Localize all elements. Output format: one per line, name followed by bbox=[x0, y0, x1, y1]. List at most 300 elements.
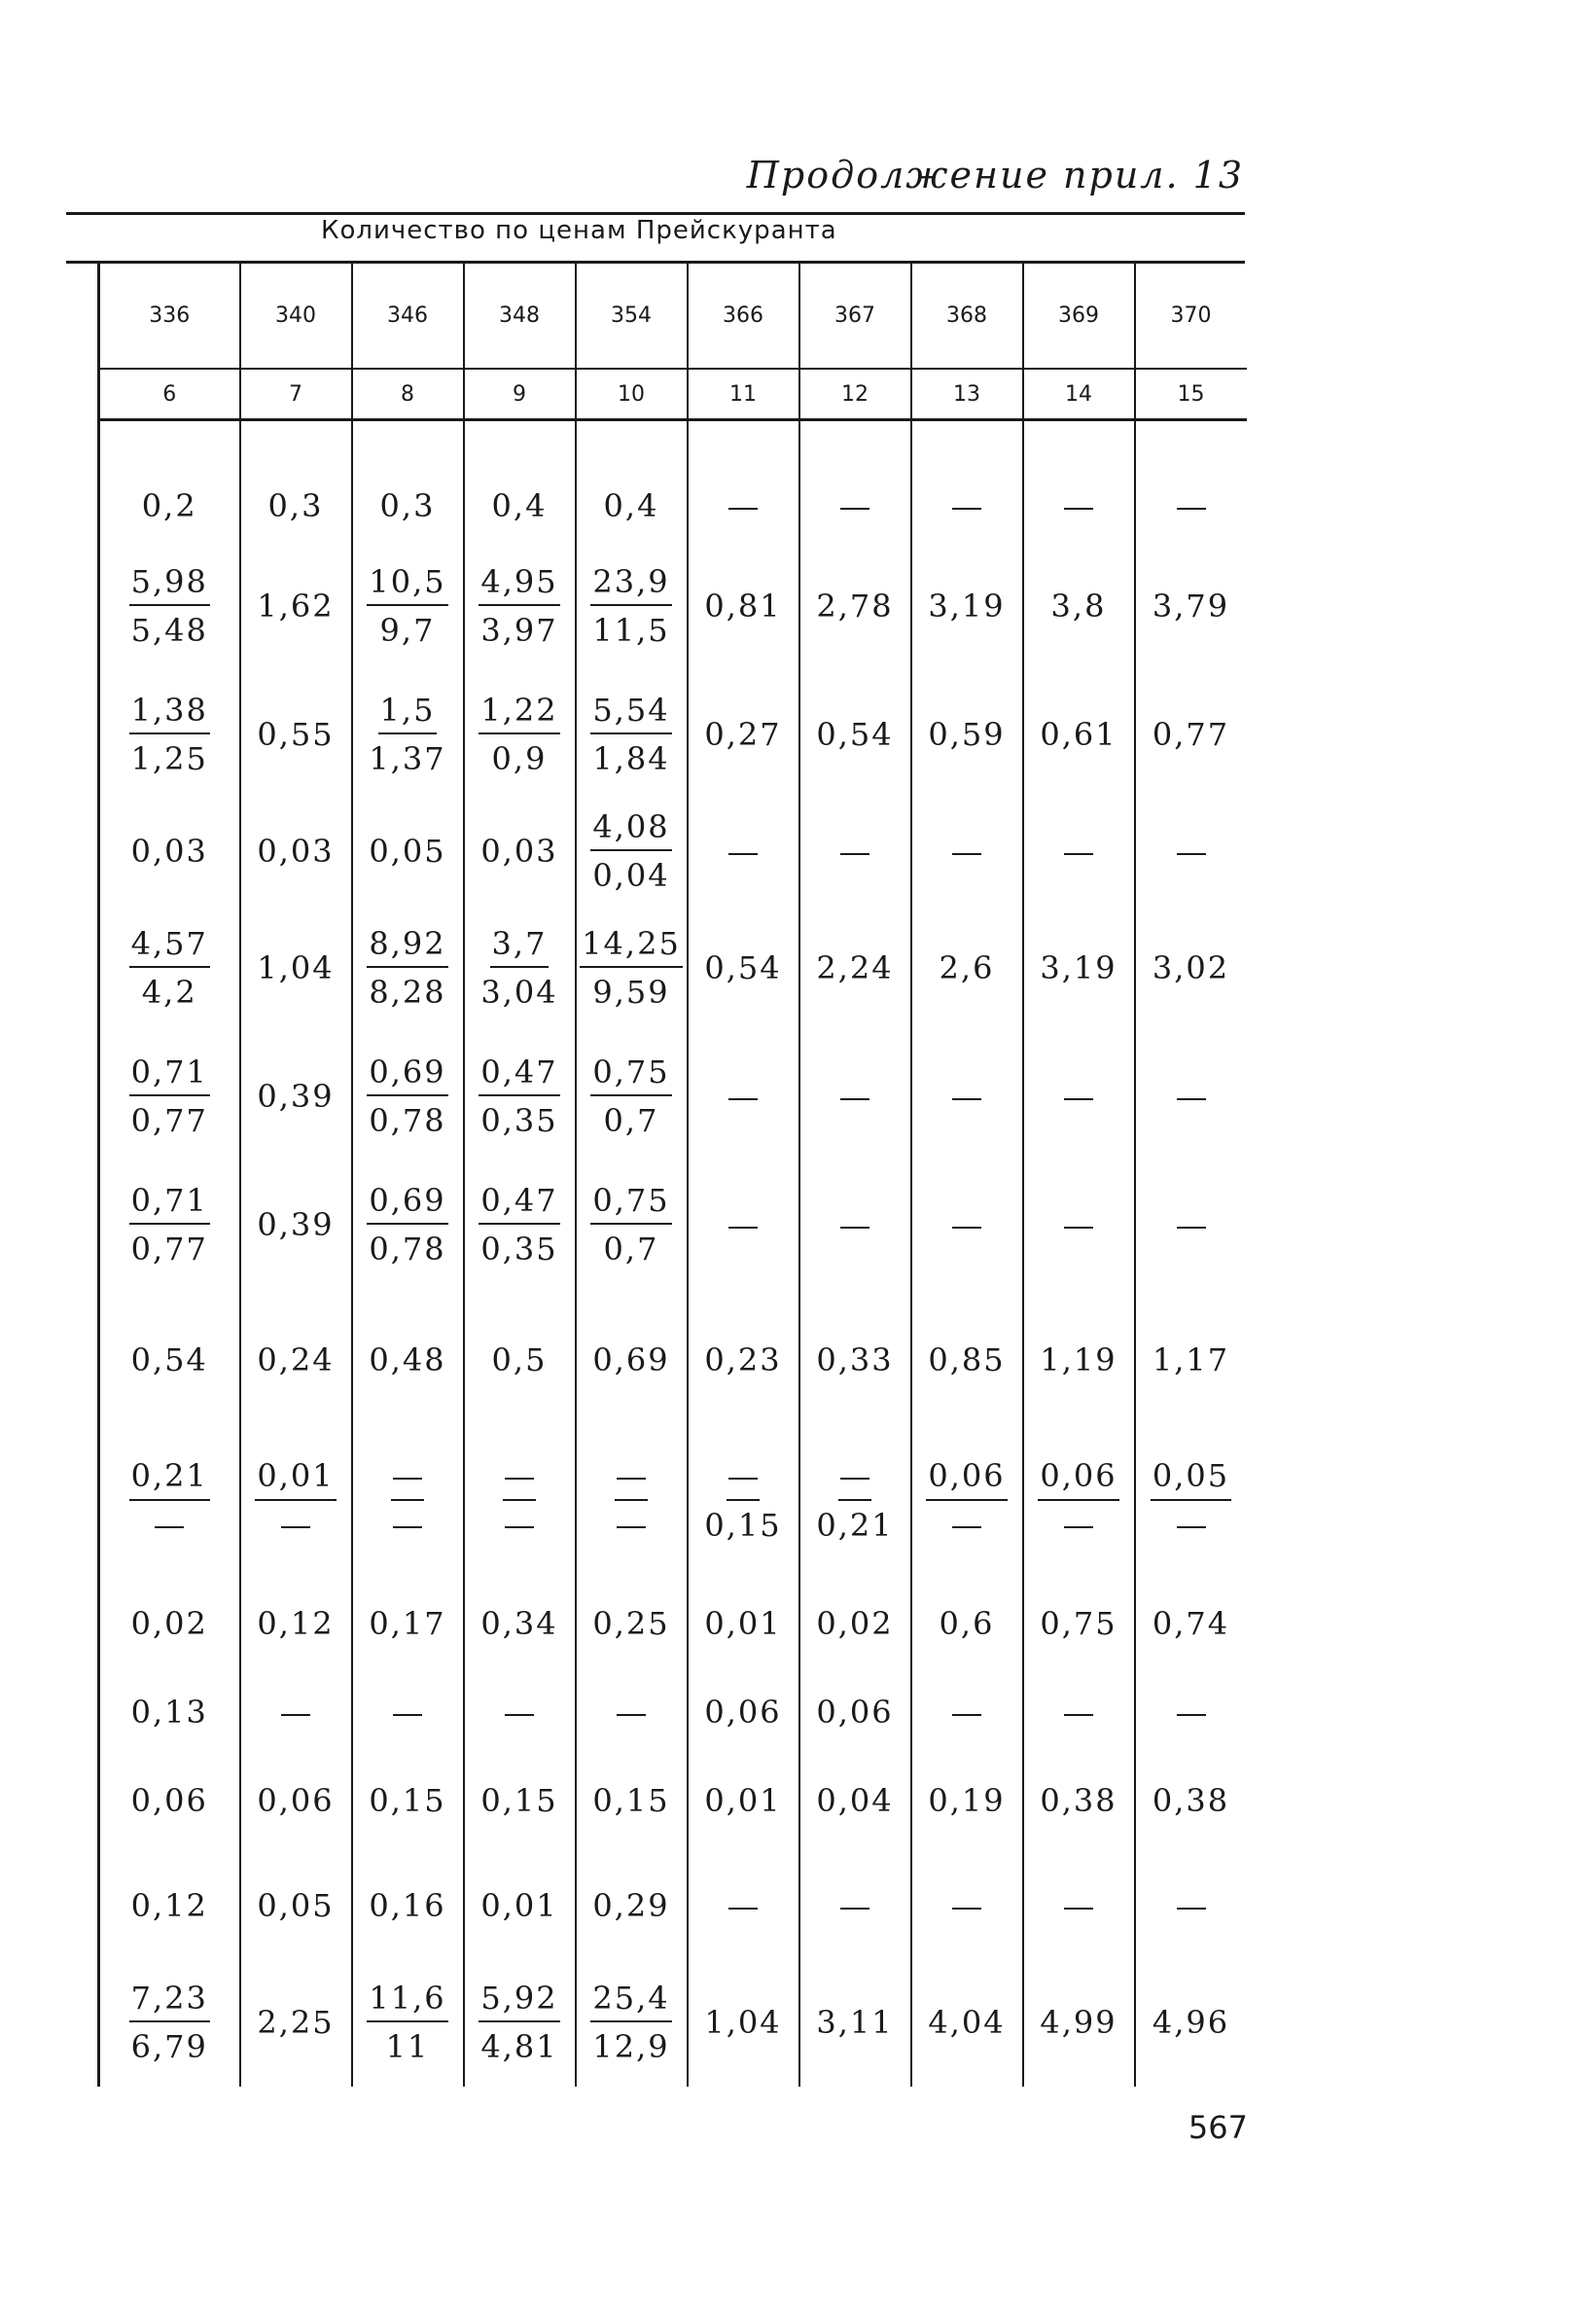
dash-mark bbox=[1064, 1227, 1093, 1229]
fraction-denominator: 4,81 bbox=[480, 2028, 558, 2065]
table-cell bbox=[911, 1571, 1023, 1676]
cell-value: 0,59 bbox=[928, 716, 1006, 753]
cell-value: 0,01 bbox=[704, 1605, 782, 1642]
dash-mark bbox=[840, 508, 869, 510]
cell-value: 0,27 bbox=[704, 716, 782, 753]
fraction-numerator: 7,23 bbox=[129, 1980, 210, 2022]
price-number: 366 bbox=[723, 303, 763, 328]
table-cell bbox=[99, 1430, 240, 1571]
cell-value: 0,12 bbox=[257, 1605, 335, 1642]
table-cell bbox=[576, 1032, 688, 1161]
dash-mark bbox=[1064, 1714, 1093, 1716]
table-cell bbox=[1135, 1748, 1247, 1853]
fraction-value bbox=[369, 692, 445, 778]
table-row bbox=[99, 904, 1247, 1032]
cell-value bbox=[281, 1694, 310, 1731]
fraction-numerator: 0,47 bbox=[479, 1182, 559, 1225]
table-cell bbox=[352, 799, 464, 904]
table-row bbox=[99, 1958, 1247, 2087]
table-cell bbox=[1135, 1958, 1247, 2087]
table-cell bbox=[464, 799, 576, 904]
cell-value: 0,74 bbox=[1152, 1605, 1230, 1642]
cell-value bbox=[1064, 1887, 1093, 1924]
cell-value: 2,6 bbox=[939, 949, 995, 986]
cell-value bbox=[393, 1694, 422, 1731]
table-cell bbox=[352, 1676, 464, 1748]
price-number: 348 bbox=[499, 303, 540, 328]
fraction-denominator bbox=[393, 1501, 422, 1544]
fraction-numerator: 4,95 bbox=[479, 563, 559, 606]
table-cell bbox=[1135, 1853, 1247, 1958]
fraction-value bbox=[129, 563, 210, 650]
table-cell bbox=[576, 1430, 688, 1571]
fraction-value bbox=[129, 925, 210, 1012]
table-cell bbox=[240, 1748, 352, 1853]
table-cell bbox=[1023, 1853, 1135, 1958]
table-cell bbox=[240, 670, 352, 799]
column-number: 11 bbox=[688, 369, 799, 420]
table-cell bbox=[576, 470, 688, 542]
fraction-value bbox=[367, 563, 447, 650]
table-cell bbox=[240, 1430, 352, 1571]
fraction-value bbox=[129, 1182, 210, 1268]
table-cell bbox=[99, 1571, 240, 1676]
table-cell bbox=[576, 1958, 688, 2087]
dash-mark bbox=[728, 1908, 758, 1910]
fraction-denominator bbox=[1177, 1501, 1206, 1544]
table-cell bbox=[576, 670, 688, 799]
table-cell bbox=[464, 1958, 576, 2087]
cell-value bbox=[1064, 487, 1093, 524]
cell-value: 0,61 bbox=[1040, 716, 1117, 753]
dash-mark bbox=[728, 1227, 758, 1229]
cell-value: 0,17 bbox=[369, 1605, 446, 1642]
table-cell bbox=[688, 470, 799, 542]
table-cell bbox=[1135, 904, 1247, 1032]
fraction-numerator: 1,38 bbox=[129, 692, 210, 734]
fraction-value bbox=[704, 1457, 781, 1544]
cell-value: 1,04 bbox=[704, 2004, 782, 2041]
cell-value bbox=[840, 1078, 869, 1115]
table-row bbox=[99, 1748, 1247, 1853]
table-cell bbox=[1023, 1161, 1135, 1289]
table-cell bbox=[799, 1032, 911, 1161]
fraction-value bbox=[129, 1054, 210, 1140]
cell-value: 0,06 bbox=[130, 1782, 208, 1819]
fraction-numerator: 1,5 bbox=[378, 692, 438, 734]
table-cell bbox=[1135, 1032, 1247, 1161]
price-number: 346 bbox=[387, 303, 428, 328]
dash-mark bbox=[728, 1098, 758, 1100]
cell-value bbox=[840, 1206, 869, 1243]
fraction-denominator: 3,04 bbox=[480, 974, 558, 1011]
table-cell bbox=[352, 1958, 464, 2087]
price-number: 354 bbox=[611, 303, 652, 328]
cell-value: 0,06 bbox=[257, 1782, 335, 1819]
fraction-denominator: 4,2 bbox=[141, 974, 197, 1011]
cell-value: 0,02 bbox=[816, 1605, 894, 1642]
fraction-numerator: 11,6 bbox=[367, 1980, 447, 2022]
cell-value: 0,15 bbox=[480, 1782, 558, 1819]
fraction-numerator: 0,71 bbox=[129, 1182, 210, 1225]
fraction-denominator: 9,59 bbox=[592, 974, 670, 1011]
table-cell bbox=[911, 1430, 1023, 1571]
table-cell bbox=[1023, 1571, 1135, 1676]
fraction-denominator: 8,28 bbox=[369, 974, 446, 1011]
fraction-denominator: 0,21 bbox=[816, 1506, 894, 1544]
table-cell bbox=[1023, 799, 1135, 904]
table-cell bbox=[240, 1853, 352, 1958]
dash-mark bbox=[1064, 1098, 1093, 1100]
fraction-denominator: 0,04 bbox=[592, 857, 670, 894]
spacer-cell bbox=[240, 420, 352, 471]
table-cell bbox=[688, 1748, 799, 1853]
table-cell bbox=[688, 542, 799, 670]
table-cell bbox=[911, 470, 1023, 542]
fraction-value bbox=[479, 563, 559, 650]
table-cell bbox=[799, 1676, 911, 1748]
fraction-numerator: 8,92 bbox=[367, 925, 447, 968]
fraction-value bbox=[580, 925, 683, 1012]
fraction-numerator: 5,98 bbox=[129, 563, 210, 606]
cell-value: 0,2 bbox=[141, 487, 197, 524]
table-cell bbox=[576, 904, 688, 1032]
table-cell bbox=[1023, 1748, 1135, 1853]
dash-mark bbox=[505, 1478, 534, 1480]
fraction-numerator: 0,69 bbox=[367, 1054, 447, 1096]
spacer-cell bbox=[464, 420, 576, 471]
table-cell bbox=[688, 670, 799, 799]
dash-mark bbox=[281, 1714, 310, 1716]
fraction-value bbox=[590, 1182, 671, 1268]
cell-value: 0,06 bbox=[704, 1694, 782, 1731]
cell-value: 0,5 bbox=[491, 1340, 548, 1378]
cell-value: 0,6 bbox=[939, 1605, 995, 1642]
cell-value bbox=[1177, 1206, 1206, 1243]
cell-value bbox=[952, 1206, 981, 1243]
spacer-cell bbox=[1023, 420, 1135, 471]
cell-value: 0,13 bbox=[130, 1694, 208, 1731]
dash-mark bbox=[1177, 1526, 1206, 1528]
table-cell bbox=[688, 1958, 799, 2087]
fraction-numerator: 5,54 bbox=[590, 692, 671, 734]
table-cell bbox=[99, 1676, 240, 1748]
cell-value: 0,85 bbox=[928, 1340, 1006, 1378]
table-cell bbox=[352, 904, 464, 1032]
table-cell bbox=[352, 1161, 464, 1289]
table-row bbox=[99, 1571, 1247, 1676]
cell-value: 0,04 bbox=[816, 1782, 894, 1819]
fraction-denominator: 9,7 bbox=[379, 612, 436, 649]
continuation-title: Продолжение прил. 13 bbox=[746, 154, 1244, 196]
dash-mark bbox=[1177, 1714, 1206, 1716]
table-cell bbox=[99, 1853, 240, 1958]
column-number: 10 bbox=[576, 369, 688, 420]
fraction-numerator: 0,05 bbox=[1151, 1457, 1231, 1500]
header-top-rule bbox=[66, 212, 1245, 215]
table-cell bbox=[99, 670, 240, 799]
table-cell bbox=[799, 1958, 911, 2087]
cell-value: 0,38 bbox=[1152, 1782, 1230, 1819]
table-row bbox=[99, 1430, 1247, 1571]
cell-value bbox=[617, 1694, 646, 1731]
dash-mark bbox=[1064, 1526, 1093, 1528]
fraction-denominator: 11 bbox=[385, 2028, 430, 2065]
column-number: 6 bbox=[99, 369, 240, 420]
table-cell bbox=[464, 1676, 576, 1748]
fraction-value bbox=[367, 925, 447, 1012]
fraction-denominator bbox=[952, 1501, 981, 1544]
price-number-cell bbox=[576, 263, 688, 369]
cell-value bbox=[952, 1694, 981, 1731]
table-cell bbox=[1023, 904, 1135, 1032]
cell-value: 0,55 bbox=[257, 716, 335, 753]
table-row bbox=[99, 1032, 1247, 1161]
cell-value: 1,19 bbox=[1040, 1340, 1117, 1378]
spacer-cell bbox=[576, 420, 688, 471]
fraction-value bbox=[1151, 1457, 1231, 1544]
cell-value bbox=[1177, 1078, 1206, 1115]
cell-value: 0,16 bbox=[369, 1887, 446, 1924]
table-cell bbox=[799, 904, 911, 1032]
table-cell bbox=[688, 1032, 799, 1161]
dash-mark bbox=[728, 508, 758, 510]
fraction-numerator bbox=[838, 1457, 871, 1500]
dash-mark bbox=[393, 1526, 422, 1528]
cell-value bbox=[1177, 833, 1206, 870]
fraction-denominator bbox=[1064, 1501, 1093, 1544]
fraction-value bbox=[590, 1054, 671, 1140]
table-cell bbox=[688, 1676, 799, 1748]
table-cell bbox=[576, 1161, 688, 1289]
table-cell bbox=[1023, 670, 1135, 799]
price-number: 369 bbox=[1058, 303, 1099, 328]
cell-value bbox=[728, 833, 758, 870]
dash-mark bbox=[728, 1478, 758, 1480]
fraction-denominator: 11,5 bbox=[592, 612, 670, 649]
fraction-value bbox=[480, 925, 557, 1012]
cell-value: 3,79 bbox=[1152, 588, 1230, 625]
price-number-cell bbox=[240, 263, 352, 369]
price-number-cell bbox=[688, 263, 799, 369]
table-cell bbox=[1023, 1676, 1135, 1748]
table-cell bbox=[576, 1571, 688, 1676]
cell-value: 0,15 bbox=[592, 1782, 670, 1819]
fraction-numerator: 5,92 bbox=[479, 1980, 559, 2022]
table-cell bbox=[240, 1161, 352, 1289]
dash-mark bbox=[952, 1098, 981, 1100]
fraction-value bbox=[391, 1457, 424, 1544]
cell-value: 0,54 bbox=[816, 716, 894, 753]
fraction-value bbox=[367, 1054, 447, 1140]
table-cell bbox=[911, 1958, 1023, 2087]
cell-value: 0,23 bbox=[704, 1340, 782, 1378]
cell-value: 0,75 bbox=[1040, 1605, 1117, 1642]
fraction-denominator: 0,15 bbox=[704, 1506, 782, 1544]
table-cell bbox=[240, 1571, 352, 1676]
table-cell bbox=[911, 1676, 1023, 1748]
cell-value bbox=[728, 487, 758, 524]
spacer-cell bbox=[1135, 420, 1247, 471]
price-number-cell bbox=[1023, 263, 1135, 369]
fraction-value bbox=[255, 1457, 336, 1544]
table-cell bbox=[1023, 1958, 1135, 2087]
cell-value bbox=[1177, 487, 1206, 524]
fraction-denominator: 0,77 bbox=[130, 1231, 208, 1268]
cell-value: 0,06 bbox=[816, 1694, 894, 1731]
fraction-value bbox=[479, 1182, 559, 1268]
table-cell bbox=[99, 1161, 240, 1289]
cell-value bbox=[1177, 1887, 1206, 1924]
dash-mark bbox=[1177, 1908, 1206, 1910]
fraction-denominator: 12,9 bbox=[592, 2028, 670, 2065]
cell-value: 0,39 bbox=[257, 1078, 335, 1115]
cell-value: 0,19 bbox=[928, 1782, 1006, 1819]
dash-mark bbox=[840, 853, 869, 855]
fraction-numerator: 10,5 bbox=[367, 563, 447, 606]
dash-mark bbox=[617, 1478, 646, 1480]
table-cell bbox=[1023, 542, 1135, 670]
fraction-numerator: 0,47 bbox=[479, 1054, 559, 1096]
cell-value: 3,19 bbox=[928, 588, 1006, 625]
price-number: 336 bbox=[149, 303, 191, 328]
cell-value: 0,4 bbox=[603, 487, 659, 524]
cell-value bbox=[1064, 1694, 1093, 1731]
cell-value: 3,19 bbox=[1040, 949, 1117, 986]
table-cell bbox=[911, 670, 1023, 799]
cell-value: 1,62 bbox=[257, 588, 335, 625]
fraction-denominator: 5,48 bbox=[130, 612, 208, 649]
table-cell bbox=[688, 1289, 799, 1430]
fraction-value bbox=[926, 1457, 1007, 1544]
table-cell bbox=[240, 799, 352, 904]
fraction-denominator: 0,35 bbox=[480, 1102, 558, 1139]
column-number: 8 bbox=[352, 369, 464, 420]
cell-value: 2,78 bbox=[816, 588, 894, 625]
column-number: 15 bbox=[1135, 369, 1247, 420]
table-cell bbox=[352, 1748, 464, 1853]
spacer-cell bbox=[688, 420, 799, 471]
table-cell bbox=[352, 1571, 464, 1676]
cell-value: 0,54 bbox=[704, 949, 782, 986]
cell-value bbox=[505, 1694, 534, 1731]
fraction-numerator: 23,9 bbox=[590, 563, 671, 606]
cell-value: 0,48 bbox=[369, 1340, 446, 1378]
dash-mark bbox=[1177, 853, 1206, 855]
column-number: 13 bbox=[911, 369, 1023, 420]
table-cell bbox=[352, 1853, 464, 1958]
fraction-numerator: 3,7 bbox=[490, 925, 550, 968]
table-cell bbox=[911, 1289, 1023, 1430]
dash-mark bbox=[155, 1526, 184, 1528]
cell-value: 0,3 bbox=[267, 487, 324, 524]
price-quantity-table bbox=[97, 263, 1247, 2087]
table-cell bbox=[352, 1430, 464, 1571]
dash-mark bbox=[1064, 1908, 1093, 1910]
table-cell bbox=[688, 1430, 799, 1571]
fraction-value bbox=[129, 1980, 210, 2066]
table-cell bbox=[911, 1853, 1023, 1958]
cell-value: 3,8 bbox=[1050, 588, 1107, 625]
cell-value: 0,24 bbox=[257, 1340, 335, 1378]
cell-value: 0,29 bbox=[592, 1887, 670, 1924]
table-row bbox=[99, 670, 1247, 799]
fraction-value bbox=[367, 1182, 447, 1268]
spacer-cell bbox=[352, 420, 464, 471]
fraction-value bbox=[816, 1457, 893, 1544]
table-cell bbox=[1135, 1676, 1247, 1748]
column-number-row bbox=[99, 369, 1247, 420]
dash-mark bbox=[952, 853, 981, 855]
cell-value: 0,54 bbox=[130, 1340, 208, 1378]
fraction-value bbox=[590, 563, 671, 650]
fraction-denominator: 1,84 bbox=[592, 740, 670, 777]
cell-value: 0,4 bbox=[491, 487, 548, 524]
fraction-value bbox=[479, 1054, 559, 1140]
fraction-numerator: 0,21 bbox=[129, 1457, 210, 1500]
fraction-denominator: 6,79 bbox=[130, 2028, 208, 2065]
price-number-cell bbox=[352, 263, 464, 369]
fraction-numerator: 0,06 bbox=[926, 1457, 1007, 1500]
cell-value: 0,05 bbox=[257, 1887, 335, 1924]
cell-value bbox=[840, 833, 869, 870]
cell-value: 0,81 bbox=[704, 588, 782, 625]
fraction-numerator: 0,75 bbox=[590, 1182, 671, 1225]
cell-value bbox=[840, 1887, 869, 1924]
table-cell bbox=[688, 1161, 799, 1289]
cell-value bbox=[728, 1206, 758, 1243]
dash-mark bbox=[281, 1526, 310, 1528]
table-cell bbox=[911, 1161, 1023, 1289]
table-cell bbox=[464, 470, 576, 542]
table-row bbox=[99, 470, 1247, 542]
spacer-cell bbox=[799, 420, 911, 471]
spacer-cell bbox=[911, 420, 1023, 471]
dash-mark bbox=[840, 1478, 869, 1480]
table-cell bbox=[99, 1748, 240, 1853]
cell-value: 1,17 bbox=[1152, 1340, 1230, 1378]
fraction-numerator: 0,69 bbox=[367, 1182, 447, 1225]
column-number: 7 bbox=[240, 369, 352, 420]
table-cell bbox=[1135, 542, 1247, 670]
dash-mark bbox=[840, 1227, 869, 1229]
dash-mark bbox=[617, 1714, 646, 1716]
fraction-denominator: 0,9 bbox=[491, 740, 548, 777]
table-cell bbox=[911, 1032, 1023, 1161]
table-cell bbox=[1135, 670, 1247, 799]
fraction-denominator bbox=[505, 1501, 534, 1544]
dash-mark bbox=[952, 1908, 981, 1910]
fraction-value bbox=[1038, 1457, 1118, 1544]
cell-value bbox=[1064, 1078, 1093, 1115]
table-cell bbox=[99, 799, 240, 904]
table-cell bbox=[911, 542, 1023, 670]
dash-mark bbox=[1177, 1227, 1206, 1229]
table-cell bbox=[1135, 1161, 1247, 1289]
table-cell bbox=[799, 1161, 911, 1289]
dash-mark bbox=[393, 1714, 422, 1716]
table-cell bbox=[240, 542, 352, 670]
table-cell bbox=[911, 799, 1023, 904]
dash-mark bbox=[1177, 508, 1206, 510]
fraction-numerator: 4,08 bbox=[590, 808, 671, 851]
fraction-value bbox=[129, 692, 210, 778]
table-cell bbox=[464, 904, 576, 1032]
table-cell bbox=[688, 904, 799, 1032]
cell-value: 3,11 bbox=[816, 2004, 894, 2041]
table-cell bbox=[464, 670, 576, 799]
fraction-numerator: 0,71 bbox=[129, 1054, 210, 1096]
